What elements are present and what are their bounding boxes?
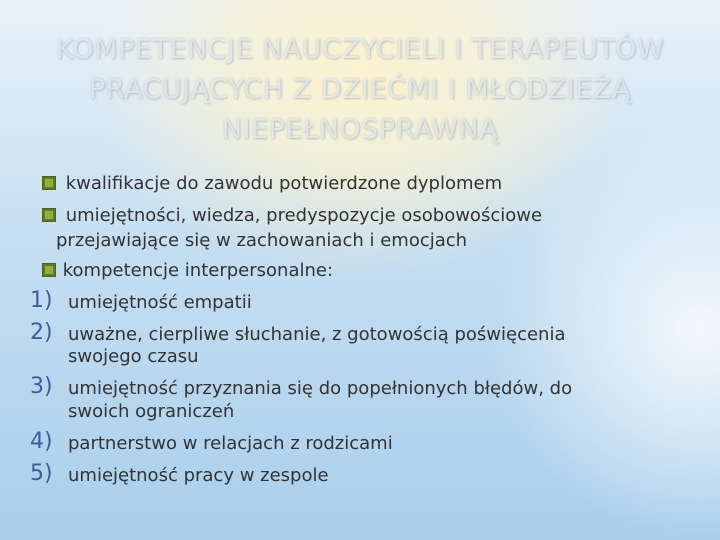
title-line-3: NIEPEŁNOSPRAWNĄ — [221, 114, 499, 145]
bullet-item-qualifications — [42, 172, 502, 196]
numbered-item-text-continuation: swoich ograniczeń — [68, 401, 235, 422]
bullet-text-continuation: przejawiające się w zachowaniach i emocjach — [56, 230, 468, 251]
checkbox-bullet-icon — [42, 208, 56, 222]
numbered-item-text: umiejętność empatii — [68, 292, 252, 313]
list-number: 2) — [30, 320, 53, 345]
list-number: 4) — [30, 429, 53, 454]
checkbox-bullet-icon — [42, 176, 56, 190]
list-number: 5) — [30, 461, 53, 486]
list-number: 3) — [30, 374, 53, 399]
checkbox-bullet-icon — [42, 263, 56, 277]
numbered-item-text: umiejętność przyznania się do popełnionych błędów, do — [68, 378, 573, 399]
bullet-item-skills — [42, 204, 542, 228]
bullet-text: kwalifikacje do zawodu potwierdzone dyplomem — [65, 173, 503, 194]
numbered-item-text: umiejętność pracy w zespole — [68, 465, 329, 486]
bullet-text: kompetencje interpersonalne: — [62, 260, 334, 281]
title-line-2: PRACUJĄCYCH Z DZIEĆMI I MŁODZIEŻĄ — [89, 74, 631, 105]
numbered-item-text-continuation: swojego czasu — [68, 346, 199, 367]
numbered-item-text: partnerstwo w relacjach z rodzicami — [68, 433, 393, 454]
list-number: 1) — [30, 288, 53, 313]
numbered-item-text: uważne, cierpliwe słuchanie, z gotowością poświęcenia — [68, 324, 566, 345]
bullet-item-interpersonal — [42, 259, 333, 283]
title-line-1: KOMPETENCJE NAUCZYCIELI I TERAPEUTÓW — [55, 34, 665, 65]
bullet-text: umiejętności, wiedza, predyspozycje osobowościowe — [65, 205, 543, 226]
